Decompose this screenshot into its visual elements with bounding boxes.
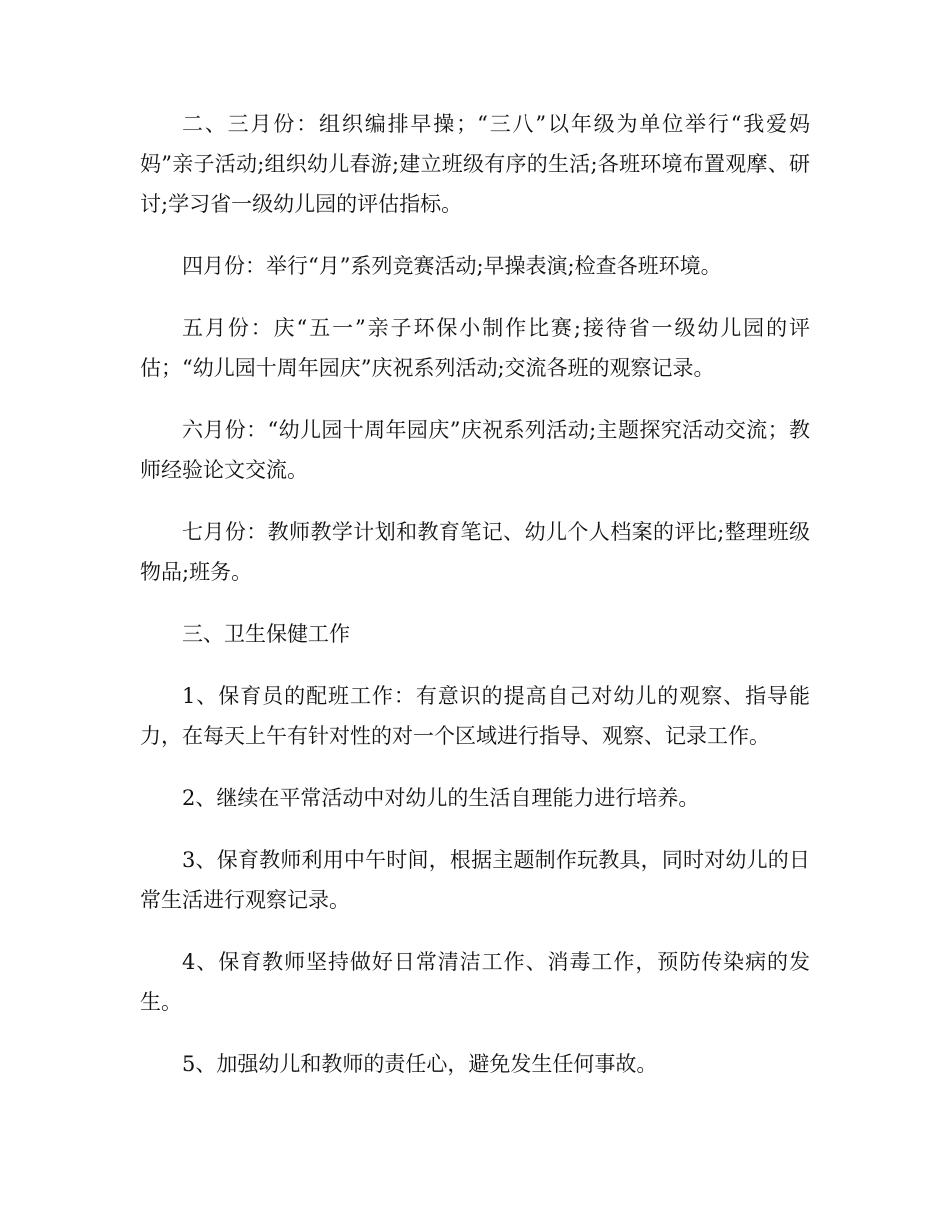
list-item-2: 2、继续在平常活动中对幼儿的生活自理能力进行培养。 <box>182 786 700 810</box>
paragraph-february-march: 二、三月份：组织编排早操；“三八”以年级为单位举行“我爱妈妈”亲子活动;组织幼儿春游;建立班级有序的生活;各班环境布置观摩、研讨;学习省一级幼儿园的评估指标。 <box>140 112 810 216</box>
paragraph-june: 六月份：“幼儿园十周年园庆”庆祝系列活动;主题探究活动交流；教师经验论文交流。 <box>140 418 810 482</box>
list-item-1: 1、保育员的配班工作：有意识的提高自己对幼儿的观察、指导能力，在每天上午有针对性的对一个区域进行指导、观察、记录工作。 <box>140 684 810 748</box>
section-heading-health-care: 三、卫生保健工作 <box>182 622 350 646</box>
paragraph-april: 四月份：举行“月”系列竞赛活动;早操表演;检查各班环境。 <box>182 254 722 278</box>
list-item-5: 5、加强幼儿和教师的责任心，避免发生任何事故。 <box>182 1052 658 1076</box>
list-item-3: 3、保育教师利用中午时间，根据主题制作玩教具，同时对幼儿的日常生活进行观察记录。 <box>140 848 810 912</box>
list-item-4: 4、保育教师坚持做好日常清洁工作、消毒工作，预防传染病的发生。 <box>140 950 810 1014</box>
paragraph-july: 七月份：教师教学计划和教育笔记、幼儿个人档案的评比;整理班级物品;班务。 <box>140 520 810 584</box>
paragraph-may: 五月份：庆“五一”亲子环保小制作比赛;接待省一级幼儿园的评估；“幼儿园十周年园庆”庆祝系列活动;交流各班的观察记录。 <box>140 316 810 380</box>
